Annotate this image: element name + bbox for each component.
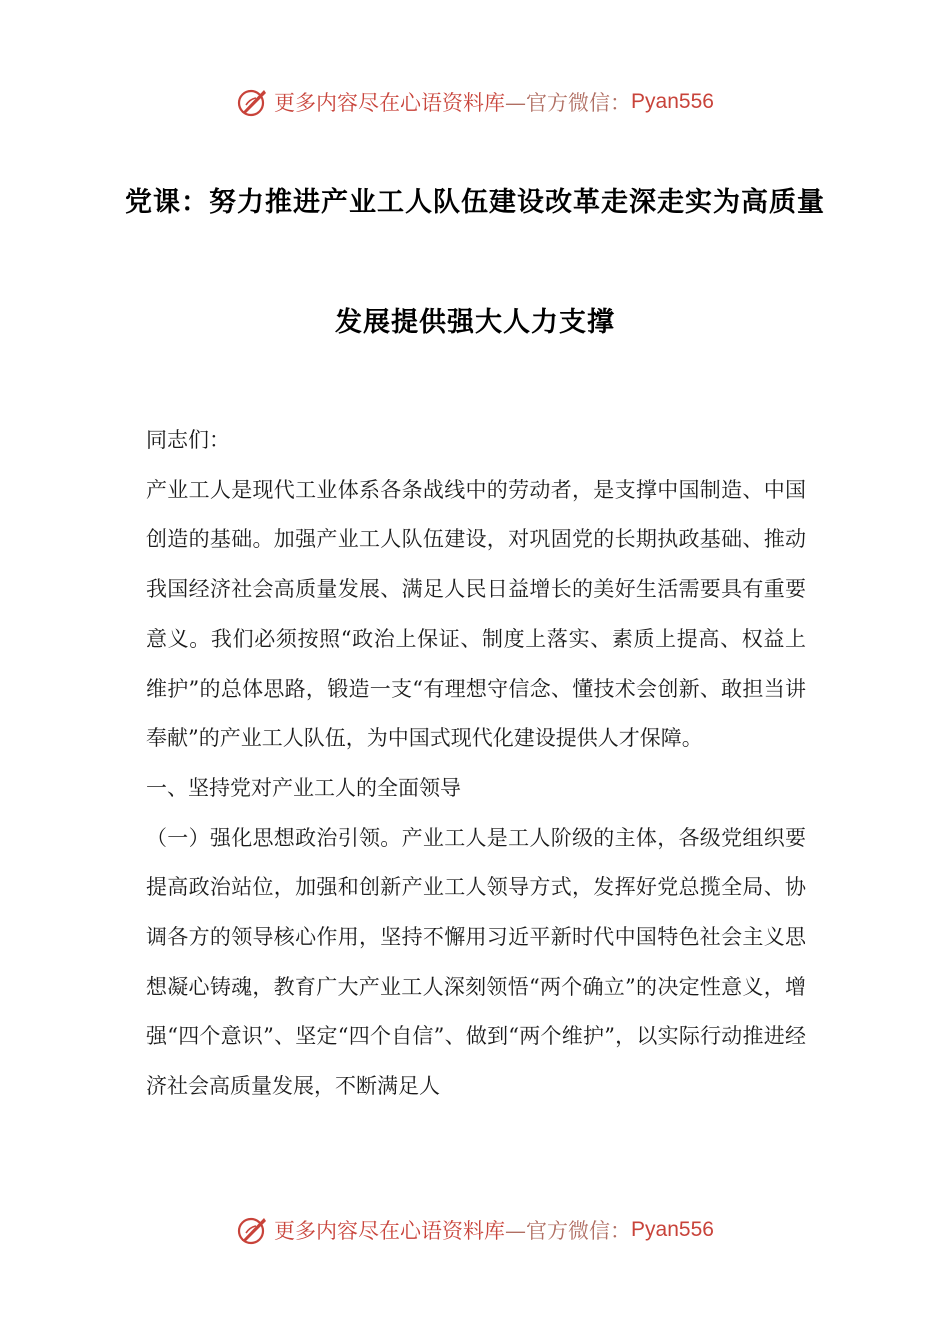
watermark-wechat-id: Pyan556 <box>631 1218 714 1241</box>
watermark-main-text: 更多内容尽在心语资料库 <box>274 91 506 115</box>
watermark-wechat-id: Pyan556 <box>631 90 714 113</box>
watermark-sub-text: —官方微信： <box>505 1219 632 1243</box>
document-title-line-1: 党课：努力推进产业工人队伍建设改革走深走实为高质量 <box>125 187 825 218</box>
watermark-footer <box>0 1210 950 1250</box>
watermark-header <box>0 82 950 122</box>
document-title-line-2: 发展提供强大人力支撑 <box>335 307 615 338</box>
greeting: 同志们： <box>146 428 230 452</box>
paragraph-intro: 产业工人是现代工业体系各条战线中的劳动者，是支撑中国制造、中国创造的基础。加强产业工人队伍建设，对巩固党的长期执政基础、推动我国经济社会高质量发展、满足人民日益增长的美好生活需要具有重要意义。我们必须按照“政治上保证、制度上落实、素质上提高、权益上维护”的总体思路，锻造一支“有理想守信念、懂技术会创新、敢担当讲奉献”的产业工人队伍，为中国式现代化建设提供人才保障。 <box>146 477 806 751</box>
section-heading-1: 一、坚持党对产业工人的全面领导 <box>146 775 461 800</box>
paragraph-section-1-1: （一）强化思想政治引领。产业工人是工人阶级的主体，各级党组织要提高政治站位，加强和创新产业工人领导方式，发挥好党总揽全局、协调各方的领导核心作用，坚持不懈用习近平新时代中国特色社会主义思想凝心铸魂，教育广大产业工人深刻领悟“两个确立”的决定性意义，增强“四个意识”、坚定“四个自信”、做到“两个维护”，以实际行动推进经济社会高质量发展，不断满足人 <box>146 825 806 1099</box>
quill-logo-icon <box>236 85 270 119</box>
document-body <box>146 416 806 1112</box>
watermark-main-text: 更多内容尽在心语资料库 <box>274 1219 506 1243</box>
quill-logo-icon <box>236 1213 270 1247</box>
watermark-sub-text: —官方微信： <box>505 91 632 115</box>
